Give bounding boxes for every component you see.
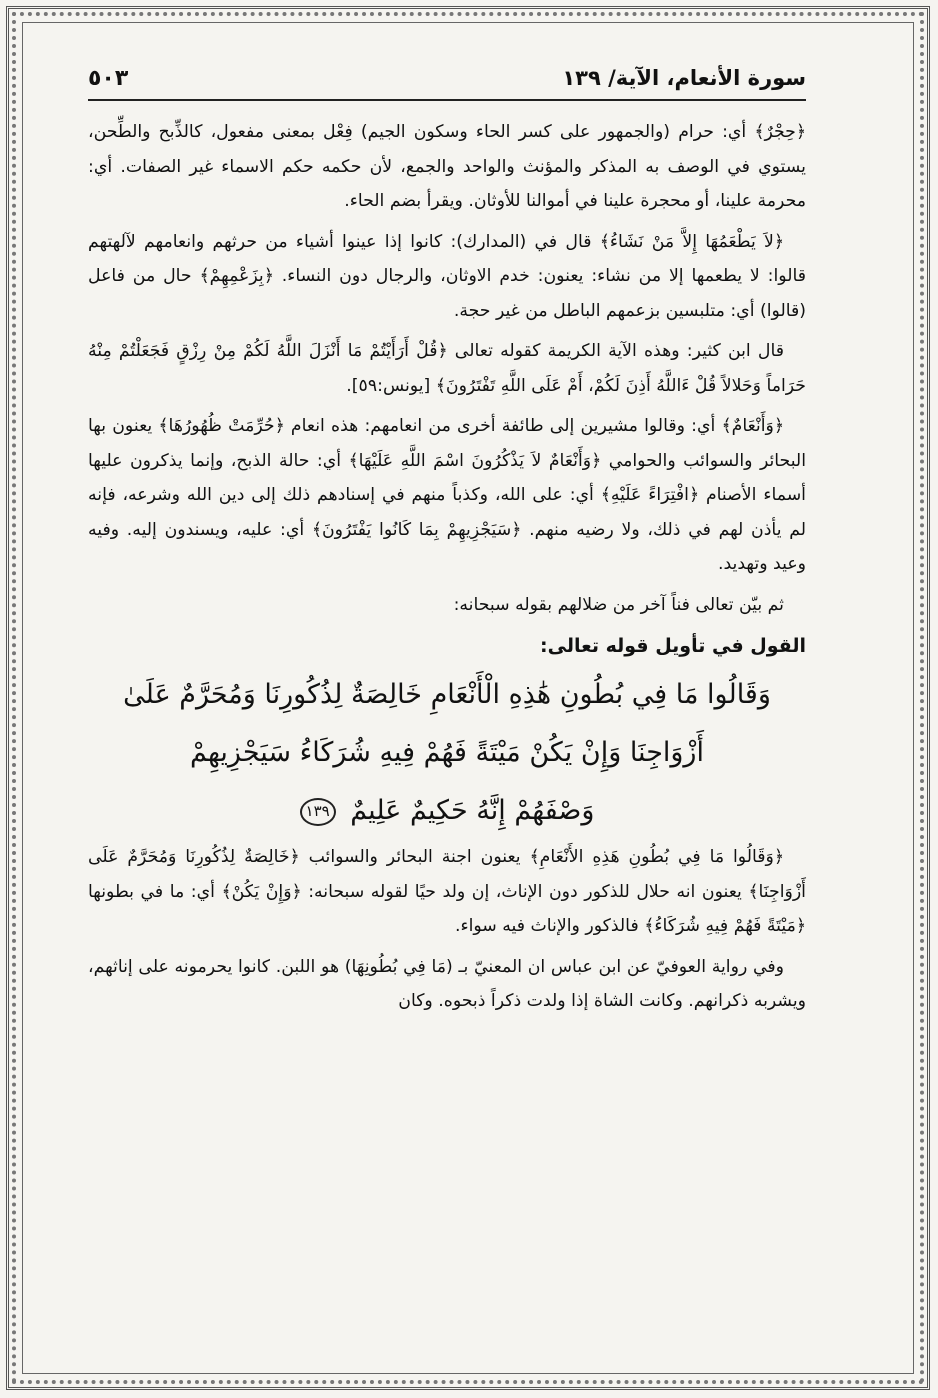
paragraph-awfi-riwaya: وفي رواية العوفيّ عن ابن عباس ان المعنيّ بـ (مَا فِي بُطُونِهَا) هو اللبن. كانوا يحرمونه على إناثهم، ويشربه ذكرانهم. وكانت الشاة إذا ولدت ذكراً ذبحوه. وكان	[88, 956, 806, 1011]
paragraph-ibn-kathir: قال ابن كثير: وهذه الآية الكريمة كقوله تعالى ﴿قُلْ أَرَأَيْتُمْ مَا أَنْزَلَ اللَّهُ لَكُمْ مِنْ رِزْقٍ فَجَعَلْتُمْ مِنْهُ حَرَاماً وَحَلالاً قُلْ ءَاللَّهُ أَذِنَ لَكُمْ، أَمْ عَلَى اللَّهِ تَفْتَرُونَ﴾ [يونس:٥٩].	[88, 341, 806, 396]
paragraph-tafsir-verse: ﴿وَقَالُوا مَا فِي بُطُونِ هَذِهِ الأَنْعَامِ﴾ يعنون اجنة البحائر والسوائب ﴿خَالِصَةٌ لِذُكُورِنَا وَمُحَرَّمٌ عَلَى أَزْوَاجِنَا﴾ يعنون انه حلال للذكور دون الإناث، إن ولد حيًا لقوله سبحانه: ﴿وَإِنْ يَكُنْ﴾ أي: ما في بطونها ﴿مَيْتَةً فَهُمْ فِيهِ شُرَكَاءُ﴾ فالذكور والإناث فيه سواء.	[88, 847, 806, 936]
running-header	[88, 66, 806, 101]
book-page	[88, 66, 806, 1025]
header-title: سورة الأنعام، الآية/ ١٣٩	[562, 66, 806, 90]
quran-verse	[88, 666, 806, 840]
page-number: ٥٠٣	[88, 66, 129, 91]
verse-line-last	[112, 782, 782, 840]
verse-line: أَزْوَاجِنَا وَإِنْ يَكُنْ مَيْتَةً فَهُمْ فِيهِ شُرَكَاءُ سَيَجْزِيهِمْ	[190, 737, 704, 768]
paragraph-transition: ثم بيّن تعالى فناً آخر من ضلالهم بقوله سبحانه:	[453, 594, 784, 615]
verse-line: وَقَالُوا مَا فِي بُطُونِ هَٰذِهِ الْأَنْعَامِ خَالِصَةٌ لِذُكُورِنَا وَمُحَرَّمٌ عَلَىٰ	[123, 679, 771, 710]
paragraph-hijr: ﴿حِجْرٌ﴾ أي: حرام (والجمهور على كسر الحاء وسكون الجيم) فِعْل بمعنى مفعول، كالذِّبح والطِّحن، يستوي في الوصف به المذكر والمؤنث والواحد والجمع، لأن حكمه حكم الاسماء غير الصفات. أي: محرمة علينا، أو محجرة علينا في أموالنا للأوثان. ويقرأ بضم الحاء.	[88, 122, 806, 211]
paragraph-la-yatamuha: ﴿لاَ يَطْعَمُهَا إِلاَّ مَنْ نَشَاءُ﴾ قال في (المدارك): كانوا إذا عينوا أشياء من حرثهم وانعامهم لآلهتهم قالوا: لا يطعمها إلا من نشاء: يعنون: خدم الاوثان، والرجال دون النساء. ﴿بِزَعْمِهِمْ﴾ حال من فاعل (قالوا) أي: متلبسين بزعمهم الباطل من غير حجة.	[88, 231, 806, 321]
verse-line-text: وَصْفَهُمْ إِنَّهُ حَكِيمٌ عَلِيمٌ	[350, 795, 595, 826]
paragraph-anaam: ﴿وَأَنْعَامٌ﴾ أي: وقالوا مشيرين إلى طائفة أخرى من انعامهم: هذه انعام ﴿حُرِّمَتْ ظُهُورُهَا﴾ يعنون بها البحائر والسوائب والحوامي ﴿وَأَنْعَامٌ لاَ يَذْكُرُونَ اسْمَ اللَّهِ عَلَيْهَا﴾ أي: حالة الذبح، وإنما يذكرون عليها أسماء الأصنام ﴿افْتِرَاءً عَلَيْهِ﴾ أي: على الله، وكذباً منهم في إسنادهم ذلك إلى دين الله وشرعه، فإنه لم يأذن لهم في ذلك، ولا رضيه منهم. ﴿سَيَجْزِيهِمْ بِمَا كَانُوا يَفْتَرُونَ﴾ أي: عليه، ويسندون إليه. وفيه وعيد وتهديد.	[88, 416, 806, 574]
section-heading: القول في تأويل قوله تعالى:	[540, 635, 806, 657]
verse-number-marker: ١٣٩	[300, 798, 336, 826]
